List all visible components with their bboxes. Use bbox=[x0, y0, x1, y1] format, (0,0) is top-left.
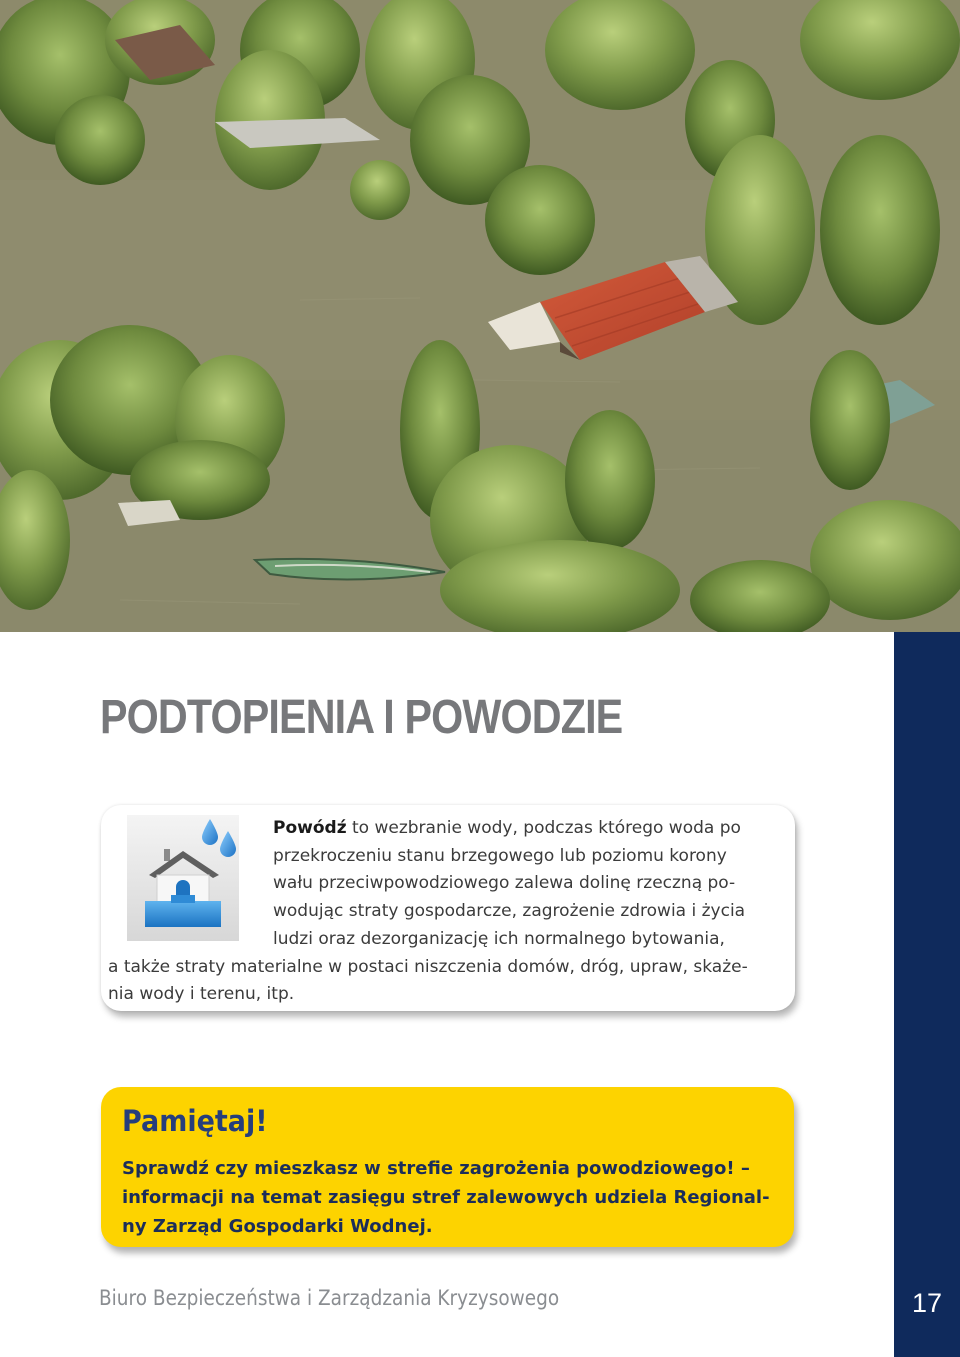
footer-org: Biuro Bezpieczeństwa i Zarządzania Kryzysowego bbox=[99, 1286, 560, 1310]
definition-line: wodując straty gospodarcze, zagrożenie zdrowia i życia bbox=[273, 901, 746, 922]
remember-line: ny Zarząd Gospodarki Wodnej. bbox=[122, 1216, 433, 1237]
definition-line: wału przeciwpowodziowego zalewa dolinę rzeczną po- bbox=[273, 873, 736, 894]
side-band bbox=[894, 632, 960, 1357]
definition-text bbox=[108, 815, 780, 1009]
definition-line-rest: to wezbranie wody, podczas którego woda po bbox=[346, 818, 741, 838]
remember-line: informacji na temat zasięgu stref zalewowych udziela Regional- bbox=[122, 1187, 770, 1208]
definition-term: Powódź bbox=[273, 818, 347, 838]
remember-title: Pamiętaj! bbox=[122, 1104, 268, 1138]
page-title: PODTOPIENIA I POWODZIE bbox=[100, 691, 623, 744]
definition-line bbox=[108, 815, 780, 843]
definition-line: a także straty materialne w postaci niszczenia domów, dróg, upraw, skaże- bbox=[108, 956, 748, 977]
definition-line: nia wody i terenu, itp. bbox=[108, 984, 295, 1005]
page-number: 17 bbox=[911, 1288, 943, 1318]
definition-line: ludzi oraz dezorganizację ich normalnego bytowania, bbox=[273, 928, 725, 949]
definition-line: przekroczeniu stanu brzegowego lub poziomu korony bbox=[273, 845, 727, 866]
remember-text bbox=[122, 1154, 792, 1241]
flooded-houses-photo bbox=[0, 0, 960, 632]
flood-scene bbox=[0, 0, 960, 632]
remember-line: Sprawdź czy mieszkasz w strefie zagrożenia powodziowego! – bbox=[122, 1158, 750, 1179]
